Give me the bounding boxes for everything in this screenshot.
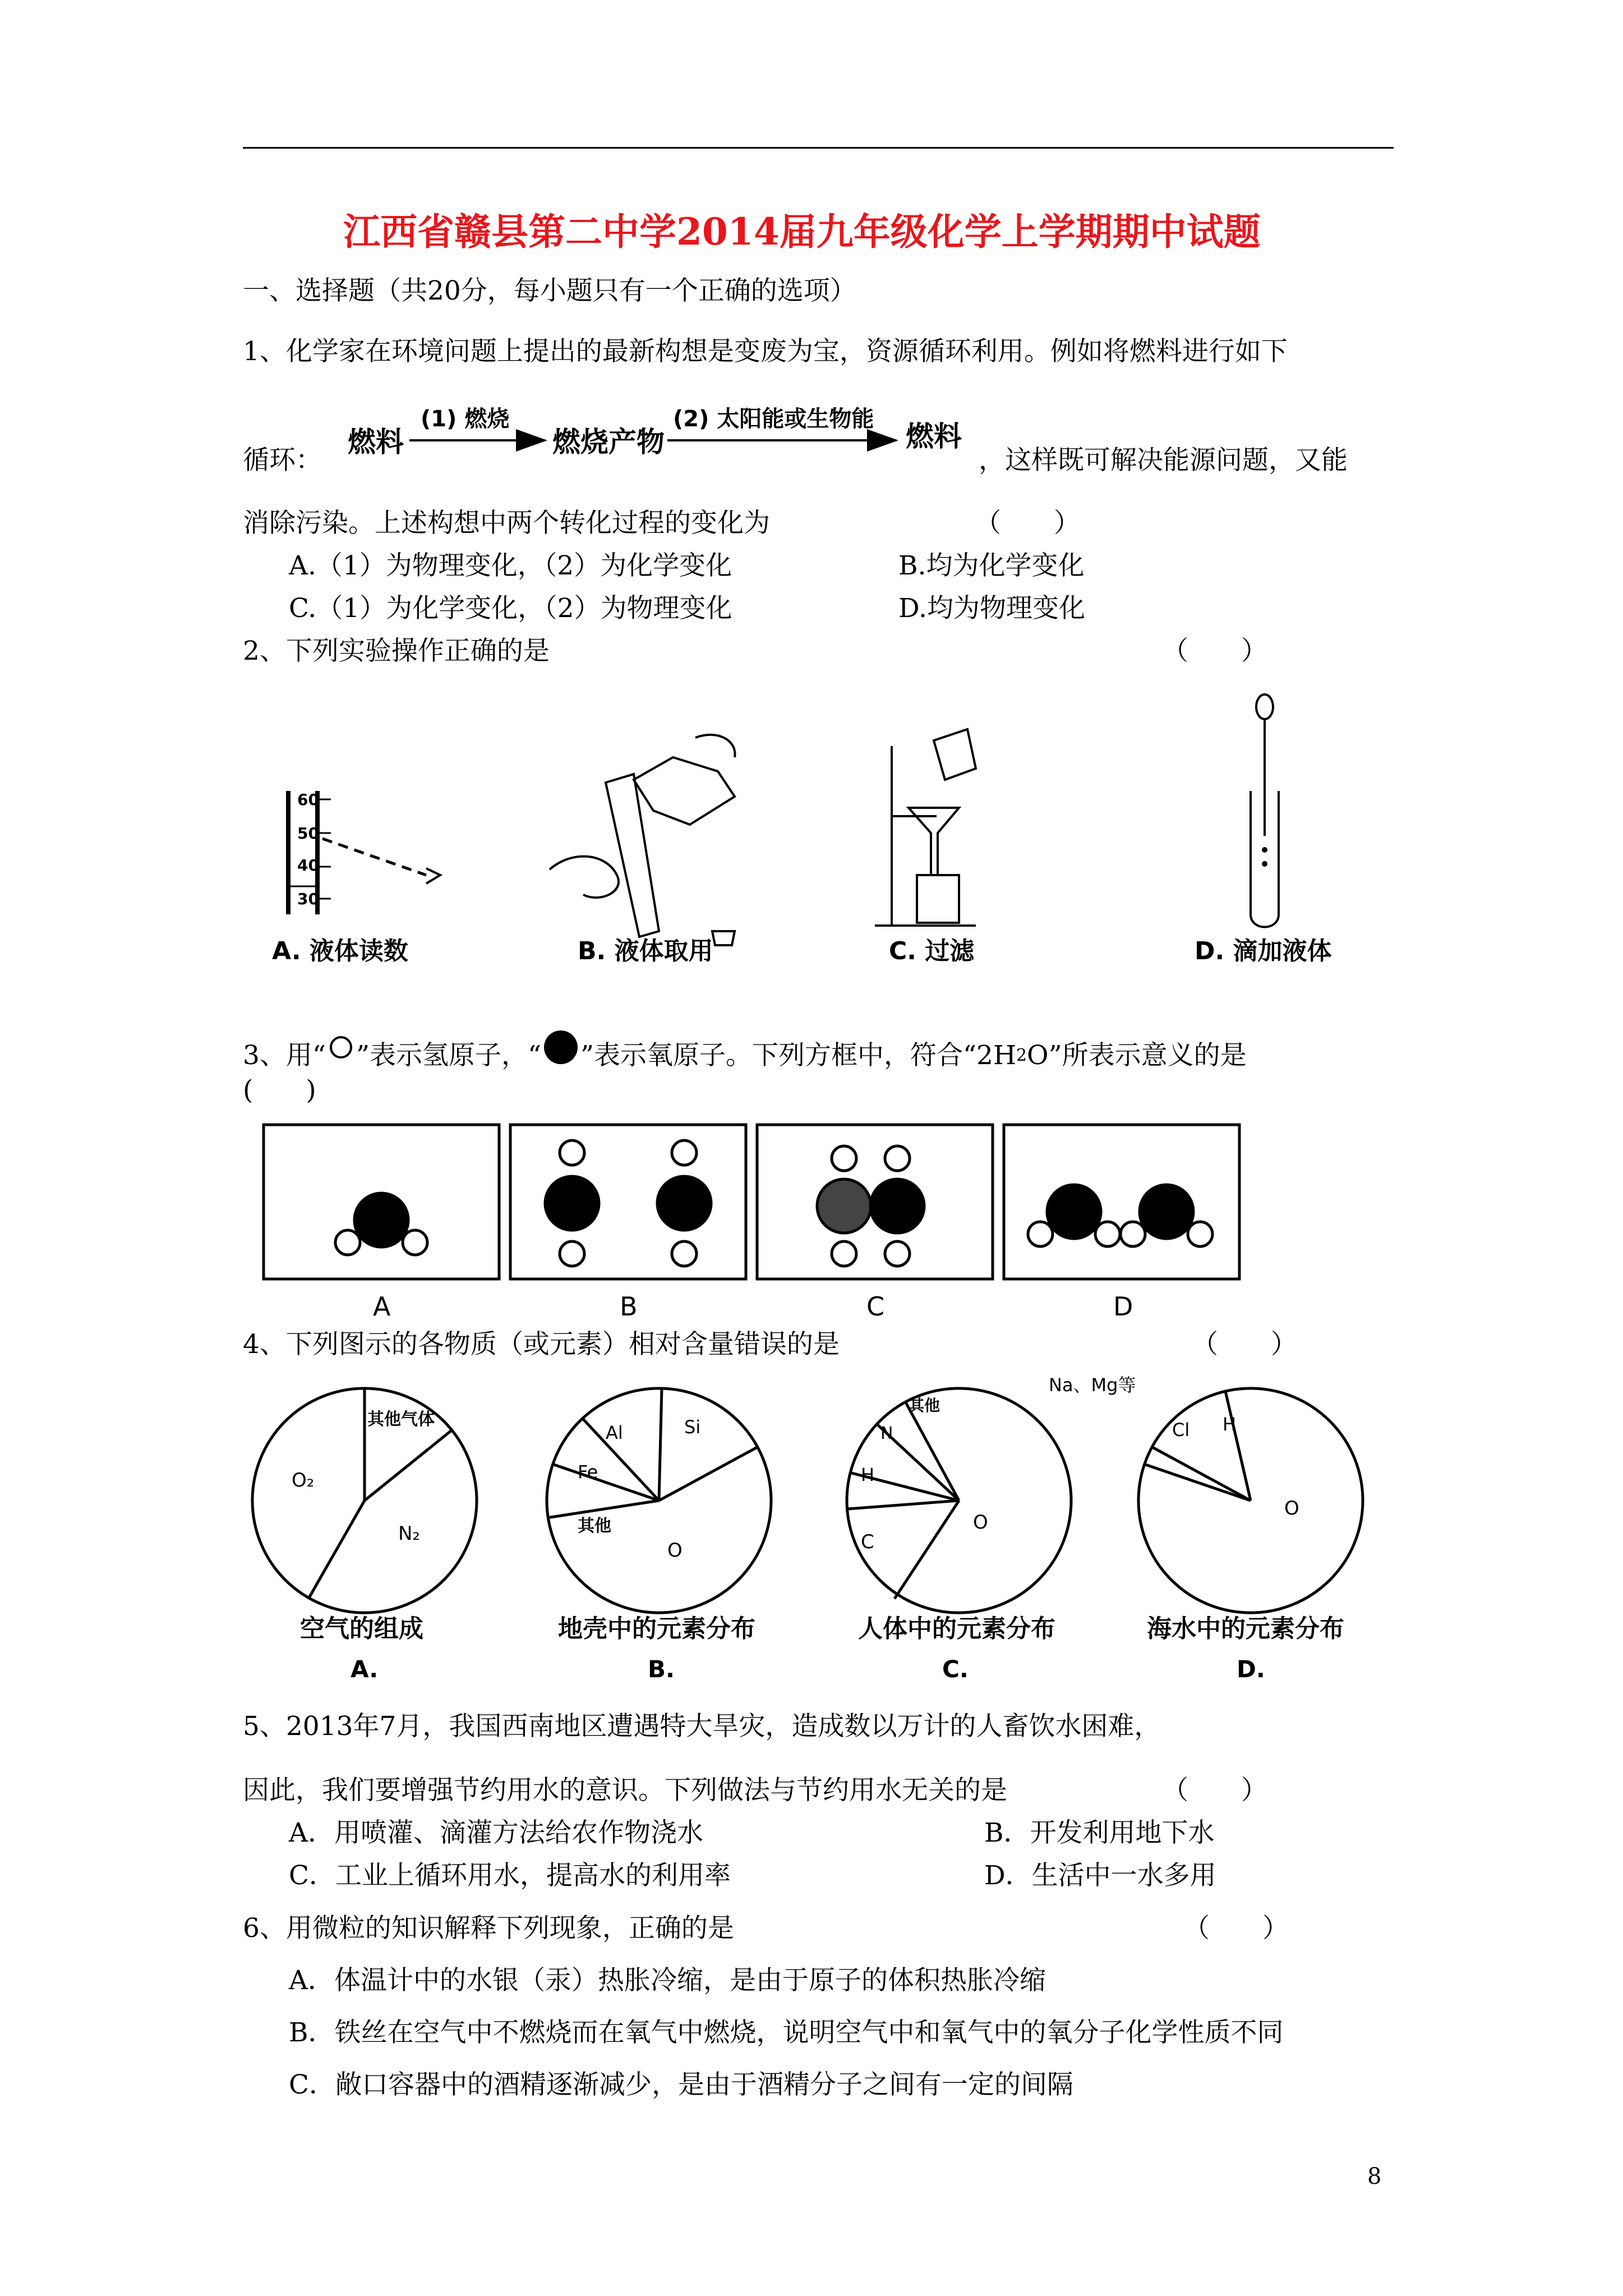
pie-a-label-n2: N₂: [398, 1522, 421, 1545]
pie-a-divider: [365, 1430, 451, 1501]
header-rule: [243, 147, 1394, 149]
q6-answer-paren: （ ）: [1183, 1913, 1289, 1944]
cylinder-tick-60: 60: [297, 790, 319, 809]
cylinder-tick-30: 30: [297, 890, 319, 908]
q5-option-d: D．生活中一水多用: [984, 1860, 1216, 1891]
pie-a-label-o2: O₂: [292, 1469, 315, 1492]
q6-text: 6、用微粒的知识解释下列现象，正确的是: [243, 1913, 734, 1944]
q5-option-a: A．用喷灌、滴灌方法给农作物浇水: [289, 1818, 703, 1848]
pie-b-label-fe: Fe: [578, 1461, 598, 1483]
q5-option-c: C．工业上循环用水，提高水的利用率: [289, 1860, 731, 1891]
q3-text: [243, 1042, 1247, 1069]
pie-d-divider: [1225, 1391, 1251, 1501]
molecule-box-d: [1004, 1125, 1239, 1279]
q4-pie-charts: [247, 1374, 1374, 1688]
flow-arrow-1-label: (1) 燃烧: [421, 406, 510, 432]
pie-d-letter: D.: [1237, 1655, 1265, 1683]
q3-text-d: O”所表示意义的是: [1027, 1040, 1247, 1071]
section-heading: 一、选择题（共20分，每小题只有一个正确的选项）: [243, 275, 856, 306]
pie-c-divider: [906, 1402, 959, 1501]
q2-text: 2、下列实验操作正确的是: [243, 636, 550, 666]
page-title: 江西省赣县第二中学2014届九年级化学上学期期中试题: [343, 210, 1261, 254]
q1-line1: 1、化学家在环境问题上提出的最新构想是变废为宝，资源循环利用。例如将燃料进行如下: [243, 336, 1288, 367]
q5-line2: 因此，我们要增强节约用水的意识。下列做法与节约用水无关的是: [243, 1775, 1007, 1806]
pie-d-label-o: O: [1284, 1497, 1299, 1520]
q2-answer-paren: （ ）: [1162, 636, 1267, 666]
pie-a-caption: 空气的组成: [300, 1614, 423, 1643]
q1-option-a: A.（1）为物理变化，（2）为化学变化: [289, 550, 732, 581]
pie-b-label-al: Al: [606, 1422, 623, 1443]
q2-label-d: D. 滴加液体: [1195, 937, 1332, 965]
q3-text-a: 3、用“: [243, 1040, 326, 1071]
q2-lab-figures: [247, 690, 1374, 982]
q1-answer-paren: （ ）: [975, 508, 1080, 539]
q3-label-a: A: [373, 1291, 391, 1322]
page-number: 8: [1367, 2164, 1382, 2189]
cylinder-figure: [286, 790, 440, 914]
q1-option-c: C.（1）为化学变化，（2）为物理变化: [289, 593, 732, 624]
q3-subscript: 2: [1016, 1045, 1027, 1065]
pie-d-caption: 海水中的元素分布: [1147, 1614, 1344, 1643]
oxygen-atom-icon: [541, 1028, 580, 1067]
pie-c-label-other: 其他: [909, 1396, 940, 1415]
q6-option-b: B．铁丝在空气中不燃烧而在氧气中燃烧，说明空气中和氧气中的氧分子化学性质不同: [289, 2017, 1284, 2048]
q3-label-c: C: [866, 1291, 885, 1322]
pie-b-label-o: O: [667, 1539, 683, 1562]
pie-c-label-h: H: [861, 1464, 875, 1485]
cylinder-tick-40: 40: [297, 856, 319, 875]
q1-prefix: 循环：: [243, 445, 322, 476]
q4-text: 4、下列图示的各物质（或元素）相对含量错误的是: [243, 1329, 840, 1360]
pie-c-caption: 人体中的元素分布: [858, 1614, 1055, 1643]
pie-b-caption: 地壳中的元素分布: [558, 1614, 755, 1643]
q1-flow-diagram: [336, 393, 987, 477]
molecule-box-b: [510, 1125, 746, 1279]
flow-arrow-2-label: (2) 太阳能或生物能: [673, 406, 874, 432]
q3-answer-paren: ( ): [243, 1075, 316, 1106]
dropper-figure: [1251, 694, 1279, 927]
molecule-box-a: [264, 1125, 499, 1279]
q6-option-a: A．体温计中的水银（汞）热胀冷缩，是由于原子的体积热胀冷缩: [289, 1965, 1046, 1996]
pie-b-label-si: Si: [684, 1416, 701, 1438]
pie-b-letter: B.: [648, 1655, 675, 1683]
pie-d-divider: [1152, 1447, 1251, 1501]
q5-line1: 5、2013年7月，我国西南地区遭遇特大旱灾，造成数以万计的人畜饮水困难，: [243, 1711, 1161, 1742]
q2-label-a: A. 液体读数: [272, 937, 408, 965]
flow-node-fuel-2: 燃料: [906, 420, 962, 453]
pie-b-label-other: 其他: [578, 1516, 611, 1536]
q4-answer-paren: （ ）: [1192, 1329, 1297, 1360]
filtration-figure: [875, 729, 976, 926]
pie-d-label-na-mg: Na、Mg等: [1049, 1374, 1136, 1396]
q3-label-b: B: [620, 1291, 638, 1322]
q6-option-c: C．敞口容器中的酒精逐渐减少，是由于酒精分子之间有一定的间隔: [289, 2069, 1073, 2100]
pie-b-divider: [659, 1388, 662, 1501]
q1-line3: 消除污染。上述构想中两个转化过程的变化为: [243, 508, 770, 539]
q1-suffix: ，这样既可解决能源问题，又能: [979, 445, 1348, 476]
pie-c-label-n: N: [880, 1424, 893, 1443]
q5-option-b: B．开发利用地下水: [984, 1818, 1215, 1848]
flow-node-fuel-1: 燃料: [348, 426, 404, 458]
q1-option-d: D.均为物理变化: [898, 593, 1085, 624]
pie-b-divider: [659, 1447, 757, 1501]
pie-c-label-c: C: [861, 1531, 874, 1553]
hydrogen-atom-icon: [326, 1030, 356, 1064]
cylinder-tick-50: 50: [297, 824, 319, 843]
pie-d-divider: [1144, 1464, 1251, 1501]
pie-d-label-cl: Cl: [1172, 1419, 1190, 1441]
q3-text-b: ”表示氢原子，“: [356, 1040, 541, 1071]
pie-b-divider: [550, 1501, 659, 1517]
q3-label-d: D: [1113, 1291, 1133, 1322]
pie-a-label-other: 其他气体: [367, 1410, 435, 1429]
pie-c-label-o: O: [973, 1511, 988, 1534]
pie-c-divider: [895, 1501, 959, 1599]
pie-a-letter: A.: [351, 1655, 379, 1683]
q3-text-c: ”表示氧原子。下列方框中，符合“2H: [580, 1040, 1016, 1071]
q1-option-b: B.均为化学变化: [898, 550, 1085, 581]
pie-d-label-h: H: [1223, 1414, 1237, 1435]
pie-c-divider: [847, 1501, 959, 1509]
pie-a-divider: [308, 1501, 365, 1599]
flow-node-products: 燃烧产物: [552, 426, 665, 458]
molecule-box-c: [757, 1125, 993, 1279]
q5-answer-paren: （ ）: [1162, 1775, 1267, 1806]
q3-molecule-boxes: [258, 1122, 1374, 1324]
pouring-figure: [550, 735, 735, 945]
q2-label-b: B. 液体取用: [578, 937, 713, 965]
pie-c-letter: C.: [942, 1655, 969, 1683]
q2-label-c: C. 过滤: [889, 937, 975, 965]
